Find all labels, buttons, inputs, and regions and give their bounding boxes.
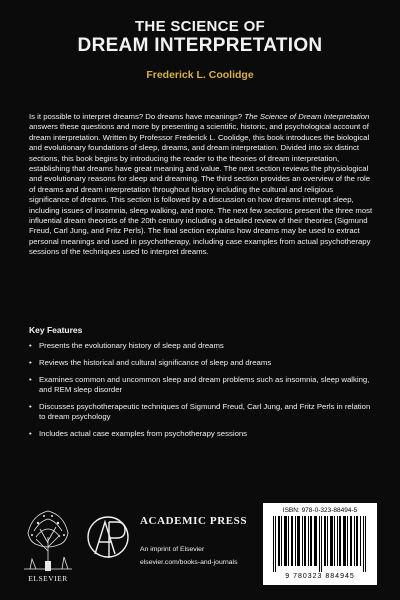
book-title-line-1: THE SCIENCE OF bbox=[134, 18, 266, 35]
list-item bbox=[29, 375, 373, 396]
author-name: Frederick L. Coolidge bbox=[146, 69, 254, 81]
elsevier-logo-text: ELSEVIER bbox=[28, 574, 68, 583]
barcode-number: 9 780323 884945 bbox=[285, 573, 355, 580]
academic-press-name: ACADEMIC PRESS bbox=[140, 515, 248, 527]
feature-text: Includes actual case examples from psychotherapy sessions bbox=[39, 428, 248, 438]
academic-press-ap-logo-icon bbox=[85, 514, 131, 566]
list-item bbox=[29, 429, 373, 439]
feature-text: Presents the evolutionary history of sleep and dreams bbox=[39, 341, 224, 350]
bullet-icon: • bbox=[29, 341, 32, 350]
feature-text: Examines common and uncommon sleep and dream problems such as insomnia, sleep walking, and REM sleep disorder bbox=[39, 374, 370, 394]
bullet-icon: • bbox=[29, 374, 32, 384]
book-description bbox=[29, 112, 373, 258]
key-features-section bbox=[29, 325, 373, 446]
key-features-heading: Key Features bbox=[29, 325, 83, 335]
imprint-text: An imprint of Elsevier bbox=[140, 546, 205, 553]
barcode-box bbox=[263, 503, 377, 585]
publisher-url: elsevier.com/books-and-journals bbox=[140, 559, 238, 566]
description-part-2: answers these questions and more by presenting a scientific, historic, and psychological account of dream interpretation. Written by Professor Frederick L. Coolidge, this book introduces the biological and evolutionary foundations of sleep, dreams, and dream interpretation. Divided into six distinct sections, this book begins by introducing the reader to the theories of dream interpretation, establishing that dreams have great meaning and value. The next section reviews the physiological and evolutionary reasons for sleep and dreaming. The third section provides an overview of the role of dreams and dream interpretation throughout history including the cultural and religious significance of dreams. This section is followed by a discussion on how dreams interrupt sleep, including issues of insomnia, sleep walking, and more. The next few sections present the three most influential dream theorists of the 20th century including a detailed review of their theories (Sigmund Freud, Carl Jung, and Fritz Perls). The final section explains how dreams may be used to extract personal meanings and used in psychotherapy, including case examples from actual psychotherapy sessions of the techniques used to interpret dreams. bbox=[29, 122, 373, 257]
title-block bbox=[0, 18, 400, 81]
list-item bbox=[29, 402, 373, 423]
list-item bbox=[29, 341, 373, 351]
barcode-icon bbox=[271, 516, 371, 572]
bullet-icon: • bbox=[29, 401, 32, 411]
elsevier-tree-logo-icon bbox=[18, 503, 78, 585]
book-title-line-2: DREAM INTERPRETATION bbox=[77, 35, 323, 56]
key-features-list bbox=[29, 341, 373, 439]
bullet-icon: • bbox=[29, 428, 32, 438]
description-book-title: The Science of Dream Interpretation bbox=[244, 112, 370, 121]
list-item bbox=[29, 358, 373, 368]
bullet-icon: • bbox=[29, 357, 32, 367]
description-part-1: Is it possible to interpret dreams? Do dreams have meanings? bbox=[29, 112, 245, 121]
feature-text: Reviews the historical and cultural significance of sleep and dreams bbox=[39, 357, 272, 367]
isbn-text: ISBN: 978-0-323-88494-5 bbox=[282, 507, 358, 514]
feature-text: Discusses psychotherapeutic techniques of Sigmund Freud, Carl Jung, and Fritz Perls in relation to dream psychology bbox=[39, 401, 371, 421]
